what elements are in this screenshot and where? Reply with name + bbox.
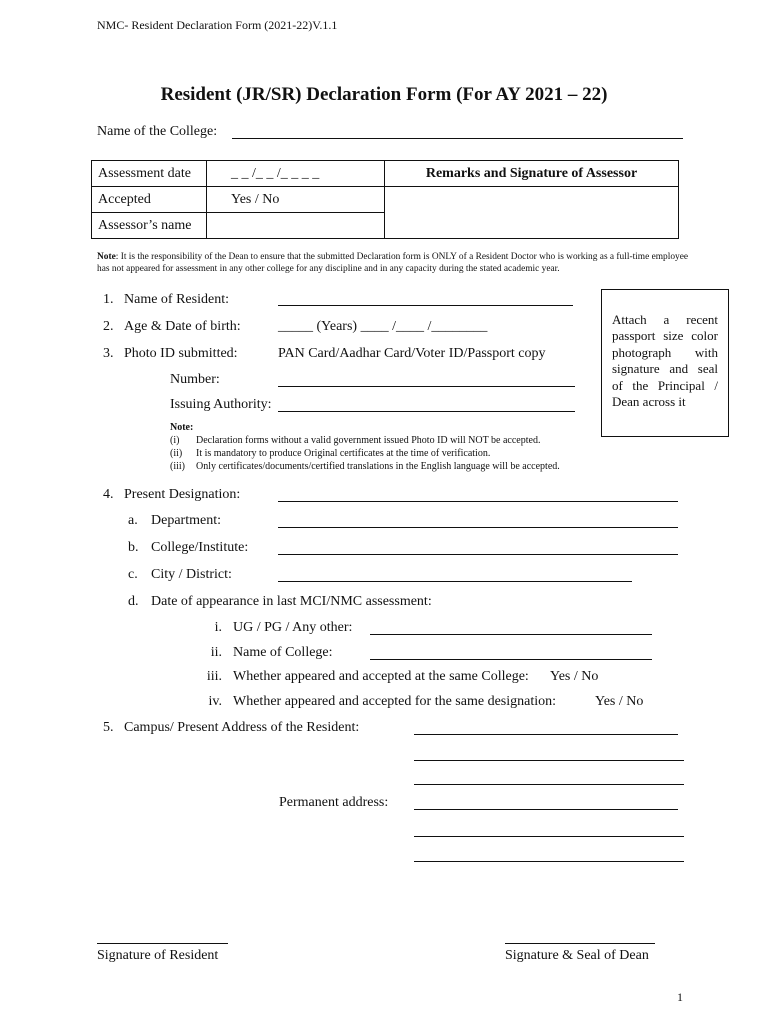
id-number-field[interactable] <box>278 386 575 387</box>
photo-instructions: Attach a recent passport size color photograph with signature and seal of the Principal / Dean across it <box>612 312 718 410</box>
same-designation-label: Whether appeared and accepted for the same designation: <box>233 694 557 709</box>
resident-signature-line[interactable] <box>97 943 228 944</box>
permanent-address-line-2[interactable] <box>414 836 684 837</box>
id-note-item-3-num: (iii) <box>170 461 185 472</box>
issuing-authority-field[interactable] <box>278 411 575 412</box>
same-designation-yes-no[interactable]: Yes / No <box>595 694 644 709</box>
resident-signature-label: Signature of Resident <box>97 948 219 963</box>
dean-signature-label: Signature & Seal of Dean <box>505 948 649 963</box>
id-note-item-1: Declaration forms without a valid government issued Photo ID will NOT be accepted. <box>196 435 541 446</box>
sub-iv-number: iv. <box>208 694 222 709</box>
assessment-table <box>91 160 679 239</box>
department-number: a. <box>128 513 138 528</box>
ug-pg-field[interactable] <box>370 634 652 635</box>
document-header: NMC- Resident Declaration Form (2021-22)V.1.1 <box>97 18 338 32</box>
item-4-number: 4. <box>103 487 114 502</box>
city-district-field[interactable] <box>278 581 632 582</box>
assessor-name-label: Assessor’s name <box>92 213 207 239</box>
city-district-number: c. <box>128 567 138 582</box>
college-institute-field[interactable] <box>278 554 678 555</box>
college-label: Name of the College: <box>97 124 218 139</box>
page-number: 1 <box>677 990 683 1004</box>
remarks-signature-cell[interactable] <box>385 187 679 239</box>
college-field[interactable] <box>232 138 683 139</box>
permanent-address-line-1[interactable] <box>414 809 678 810</box>
photo-id-options[interactable]: PAN Card/Aadhar Card/Voter ID/Passport copy <box>278 346 546 361</box>
dean-note <box>97 251 689 275</box>
last-assessment-number: d. <box>128 594 139 609</box>
item-5-number: 5. <box>103 720 114 735</box>
assessment-date-label: Assessment date <box>92 161 207 187</box>
ug-pg-label: UG / PG / Any other: <box>233 620 353 635</box>
assessor-name-field[interactable] <box>207 213 385 239</box>
same-college-yes-no[interactable]: Yes / No <box>550 669 599 684</box>
present-address-line-2[interactable] <box>414 760 684 761</box>
permanent-address-line-3[interactable] <box>414 861 684 862</box>
college-institute-number: b. <box>128 540 139 555</box>
designation-label: Present Designation: <box>124 487 241 502</box>
resident-name-label: Name of Resident: <box>124 292 229 307</box>
dean-note-label: Note <box>97 252 116 262</box>
photo-id-label: Photo ID submitted: <box>124 346 238 361</box>
sub-iii-number: iii. <box>206 669 222 684</box>
id-note-item-1-num: (i) <box>170 435 180 446</box>
sub-i-number: i. <box>214 620 222 635</box>
sub-college-name-field[interactable] <box>370 659 652 660</box>
resident-name-field[interactable] <box>278 305 573 306</box>
designation-field[interactable] <box>278 501 678 502</box>
present-address-line-1[interactable] <box>414 734 678 735</box>
age-dob-label: Age & Date of birth: <box>124 319 241 334</box>
id-note-item-2: It is mandatory to produce Original certificates at the time of verification. <box>196 448 491 459</box>
same-college-label: Whether appeared and accepted at the same College: <box>233 669 529 684</box>
present-address-line-3[interactable] <box>414 784 684 785</box>
sub-college-name-label: Name of College: <box>233 645 333 660</box>
present-address-label: Campus/ Present Address of the Resident: <box>124 720 360 735</box>
department-label: Department: <box>151 513 221 528</box>
permanent-address-label: Permanent address: <box>279 795 389 810</box>
accepted-label: Accepted <box>92 187 207 213</box>
remarks-header: Remarks and Signature of Assessor <box>385 161 679 187</box>
sub-ii-number: ii. <box>210 645 222 660</box>
college-institute-label: College/Institute: <box>151 540 249 555</box>
id-note-item-3: Only certificates/documents/certified translations in the English language will be accepted. <box>196 461 560 472</box>
issuing-authority-label: Issuing Authority: <box>170 397 272 412</box>
accepted-field[interactable]: Yes / No <box>207 187 385 213</box>
assessment-date-field[interactable]: _ _ /_ _ /_ _ _ _ <box>207 161 385 187</box>
city-district-label: City / District: <box>151 567 232 582</box>
age-dob-field[interactable]: _____ (Years) ____ /____ /________ <box>278 319 488 334</box>
last-assessment-label: Date of appearance in last MCI/NMC assessment: <box>151 594 432 609</box>
id-number-label: Number: <box>170 372 220 387</box>
dean-note-text: : It is the responsibility of the Dean to ensure that the submitted Declaration form is ONLY of a Resident Doctor who is working as a full-time employee has not appeared for assessment in any other college for any discipline and in any capacity during the stated academic year. <box>97 252 689 274</box>
dean-signature-line[interactable] <box>505 943 655 944</box>
item-1-number: 1. <box>103 292 114 307</box>
department-field[interactable] <box>278 527 678 528</box>
id-note-item-2-num: (ii) <box>170 448 183 459</box>
photo-attachment-box[interactable] <box>601 289 729 437</box>
form-title: Resident (JR/SR) Declaration Form (For AY 2021 – 22) <box>160 84 608 105</box>
id-note-label: Note: <box>170 422 194 433</box>
item-3-number: 3. <box>103 346 114 361</box>
item-2-number: 2. <box>103 319 114 334</box>
